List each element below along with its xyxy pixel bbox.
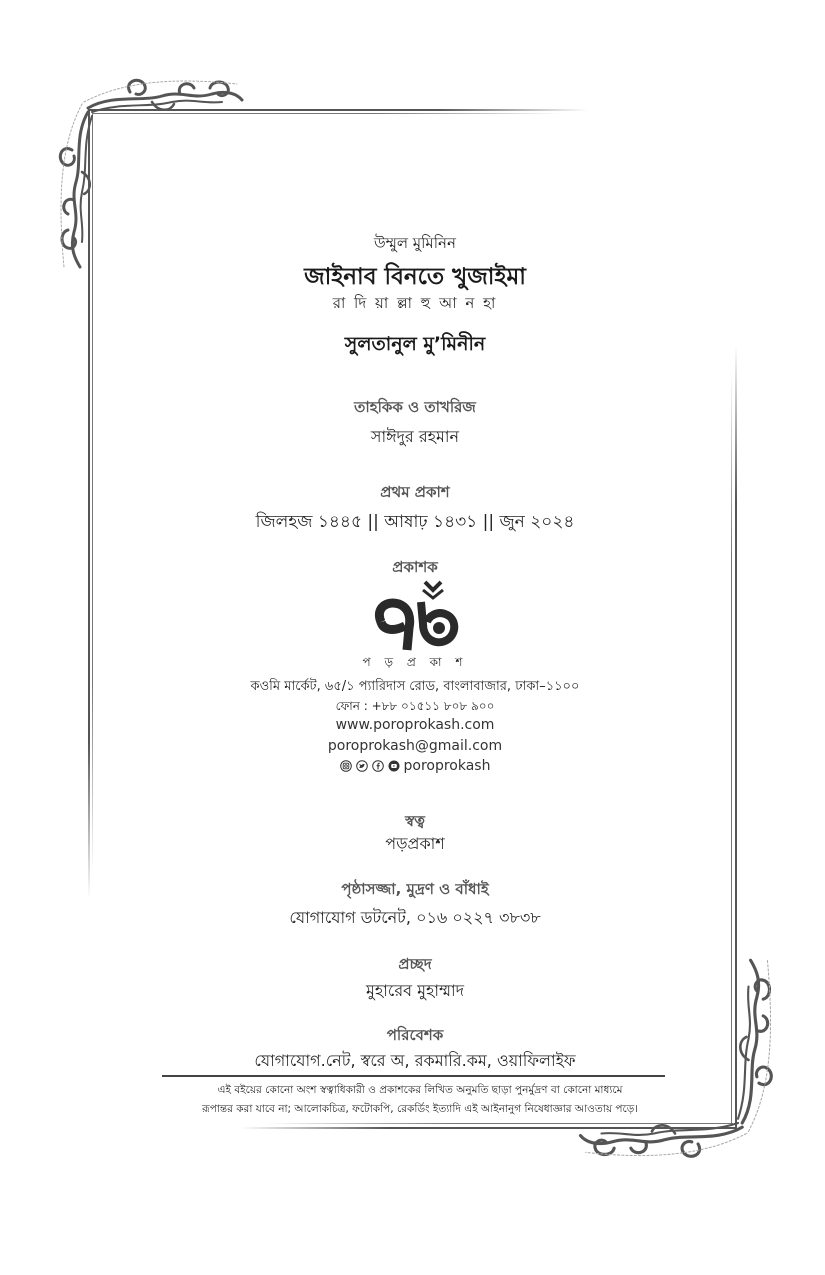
publisher-website[interactable]: www.poroprokash.com bbox=[335, 717, 495, 733]
printing-label: পৃষ্ঠাসজ্জা, মুদ্রণ ও বাঁধাই bbox=[341, 880, 489, 898]
twitter-icon[interactable] bbox=[356, 760, 368, 772]
book-honorific: উম্মুল মুমিনিন bbox=[374, 234, 456, 252]
tahqiq-value: সাঈদুর রহমান bbox=[370, 427, 460, 446]
cover-value: মুহারেব মুহাম্মাদ bbox=[365, 981, 464, 1000]
social-handle[interactable]: poroprokash bbox=[403, 758, 491, 774]
copyright-notice-line-2: রূপান্তর করা যাবে না; আলোকচিত্র, ফটোকপি, রেকর্ডিং ইত্যাদি এই আইনানুগ নিষেধাজ্ঞার আওতায় পড়ে। bbox=[202, 1103, 638, 1115]
book-series: সুলতানুল মু’মিনীন bbox=[344, 333, 486, 355]
notice-separator bbox=[162, 1075, 665, 1077]
first-edition-value: জিলহজ ১৪৪৫ || আষাঢ় ১৪৩১ || জুন ২০২৪ bbox=[255, 512, 575, 532]
cover-label: প্রচ্ছদ bbox=[398, 955, 432, 973]
printing-value: যোগাযোগ ডটনেট, ০১৬ ০২২৭ ৩৮৩৮ bbox=[289, 908, 541, 927]
publisher-email[interactable]: poroprokash@gmail.com bbox=[327, 738, 503, 754]
book-title: জাইনাব বিনতে খুজাইমা bbox=[304, 264, 526, 290]
publisher-logo-icon bbox=[369, 578, 461, 652]
book-subtitle: রা দি য়া ল্লা হু আ ন হা bbox=[332, 294, 498, 312]
publisher-logo-text: প ড় প্র কা শ bbox=[362, 655, 468, 669]
tahqiq-label: তাহকিক ও তাখরিজ bbox=[354, 398, 476, 416]
publisher-address: কওমি মার্কেট, ৬৫/১ প্যারিদাস রোড, বাংলাবাজার, ঢাকা–১১০০ bbox=[250, 679, 580, 694]
first-edition-label: প্রথম প্রকাশ bbox=[380, 483, 450, 501]
social-row bbox=[120, 758, 710, 776]
publisher-label: প্রকাশক bbox=[392, 558, 438, 576]
copyright-notice-line-1: এই বইয়ের কোনো অংশ স্বত্বাধিকারী ও প্রকাশকের লিখিত অনুমতি ছাড়া পুনর্মুদ্রণ বা কোনো মাধ্যমে bbox=[217, 1084, 623, 1096]
publisher-phone: ফোন : +৮৮ ০১৫১১ ৮০৮ ৯০০ bbox=[335, 699, 495, 713]
distributor-value: যোগাযোগ.নেট, স্বরে অ, রকমারি.কম, ওয়াফিলাইফ bbox=[254, 1051, 576, 1070]
instagram-icon[interactable] bbox=[340, 760, 352, 772]
youtube-icon[interactable] bbox=[388, 760, 400, 772]
distributor-label: পরিবেশক bbox=[386, 1026, 444, 1044]
facebook-icon[interactable] bbox=[372, 760, 384, 772]
copyright-label: স্বত্ব bbox=[405, 812, 425, 830]
copyright-value: পড়প্রকাশ bbox=[385, 834, 445, 853]
